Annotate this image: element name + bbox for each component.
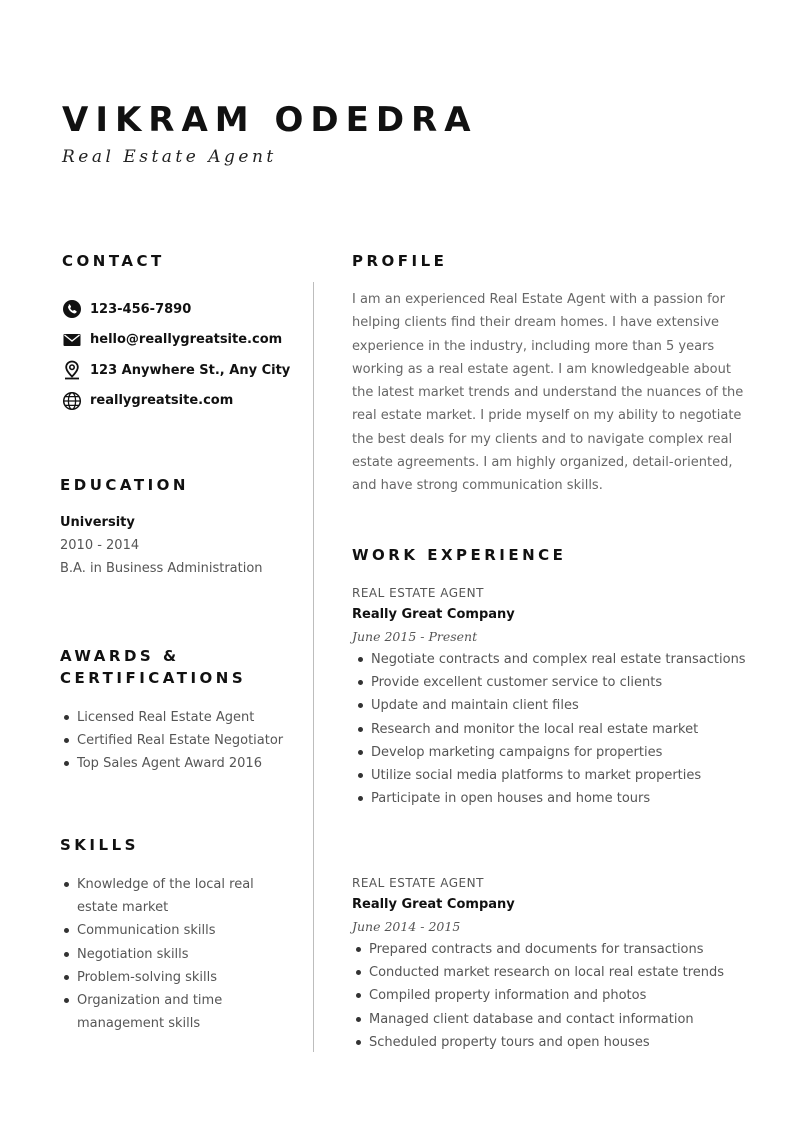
- education-institution: University: [60, 515, 135, 530]
- mail-icon: [62, 330, 82, 350]
- globe-icon: [62, 391, 82, 411]
- list-item: Negotiate contracts and complex real estate transactions: [354, 648, 747, 671]
- job-company: Really Great Company: [352, 897, 515, 912]
- contact-item-phone: [62, 294, 290, 325]
- contact-item-email: [62, 325, 290, 356]
- job-dates: June 2014 - 2015: [352, 919, 461, 934]
- list-item: Problem-solving skills: [60, 966, 280, 989]
- list-item: Managed client database and contact information: [352, 1008, 772, 1031]
- job-entry-1: [352, 582, 747, 810]
- contact-address: 123 Anywhere St., Any City: [90, 362, 291, 378]
- awards-list: [60, 706, 305, 776]
- job-title: REAL ESTATE AGENT: [352, 586, 484, 600]
- education-block: [60, 512, 263, 580]
- contact-heading: CONTACT: [62, 252, 165, 270]
- list-item: Negotiation skills: [60, 943, 280, 966]
- contact-website: reallygreatsite.com: [90, 393, 234, 409]
- column-divider: [313, 282, 314, 1052]
- job-duties: [352, 938, 772, 1054]
- job-company: Really Great Company: [352, 607, 515, 622]
- awards-heading-line2: CERTIFICATIONS: [60, 669, 247, 687]
- resume-name: VIKRAM ODEDRA: [62, 100, 478, 140]
- list-item: Organization and time management skills: [60, 989, 280, 1035]
- contact-list: [62, 294, 290, 416]
- list-item: Top Sales Agent Award 2016: [60, 752, 305, 775]
- list-item: Knowledge of the local real estate market: [60, 873, 280, 919]
- list-item: Licensed Real Estate Agent: [60, 706, 305, 729]
- work-heading: WORK EXPERIENCE: [352, 546, 567, 564]
- job-duties: [352, 648, 747, 810]
- education-degree: B.A. in Business Administration: [60, 561, 263, 576]
- list-item: Research and monitor the local real estate market: [354, 718, 747, 741]
- list-item: Provide excellent customer service to clients: [354, 671, 747, 694]
- skills-block: [60, 873, 280, 1035]
- skills-list: [60, 873, 280, 1035]
- phone-icon: [62, 299, 82, 319]
- list-item: Scheduled property tours and open houses: [352, 1031, 772, 1054]
- list-item: Communication skills: [60, 919, 280, 942]
- location-pin-icon: [62, 360, 82, 380]
- skills-heading: SKILLS: [60, 836, 139, 854]
- contact-phone: 123-456-7890: [90, 301, 192, 317]
- job-entry-2: [352, 872, 772, 1054]
- list-item: Update and maintain client files: [354, 694, 747, 717]
- list-item: Certified Real Estate Negotiator: [60, 729, 305, 752]
- list-item: Prepared contracts and documents for transactions: [352, 938, 772, 961]
- contact-item-website: [62, 386, 290, 417]
- list-item: Utilize social media platforms to market properties: [354, 764, 747, 787]
- education-heading: EDUCATION: [60, 476, 189, 494]
- profile-heading: PROFILE: [352, 252, 448, 270]
- resume-role: Real Estate Agent: [62, 147, 277, 167]
- list-item: Compiled property information and photos: [352, 984, 772, 1007]
- job-title: REAL ESTATE AGENT: [352, 876, 484, 890]
- awards-heading-line1: AWARDS &: [60, 647, 180, 665]
- profile-text: I am an experienced Real Estate Agent with a passion for helping clients find their dream homes. I have extensive experience in the industry, including more than 5 years working as a real estate agent. I am knowledgeable about the latest market trends and understand the nuances of the real estate market. I pride myself on my ability to negotiate the best deals for my clients and to navigate complex real estate agreements. I am highly organized, detail-oriented, and have strong communication skills.: [352, 292, 744, 494]
- awards-heading: [60, 645, 246, 689]
- list-item: Develop marketing campaigns for properties: [354, 741, 747, 764]
- job-dates: June 2015 - Present: [352, 629, 478, 644]
- contact-email: hello@reallygreatsite.com: [90, 332, 283, 348]
- list-item: Conducted market research on local real estate trends: [352, 961, 772, 984]
- list-item: Participate in open houses and home tours: [354, 787, 747, 810]
- contact-item-address: [62, 355, 290, 386]
- awards-block: [60, 706, 305, 776]
- education-years: 2010 - 2014: [60, 538, 140, 553]
